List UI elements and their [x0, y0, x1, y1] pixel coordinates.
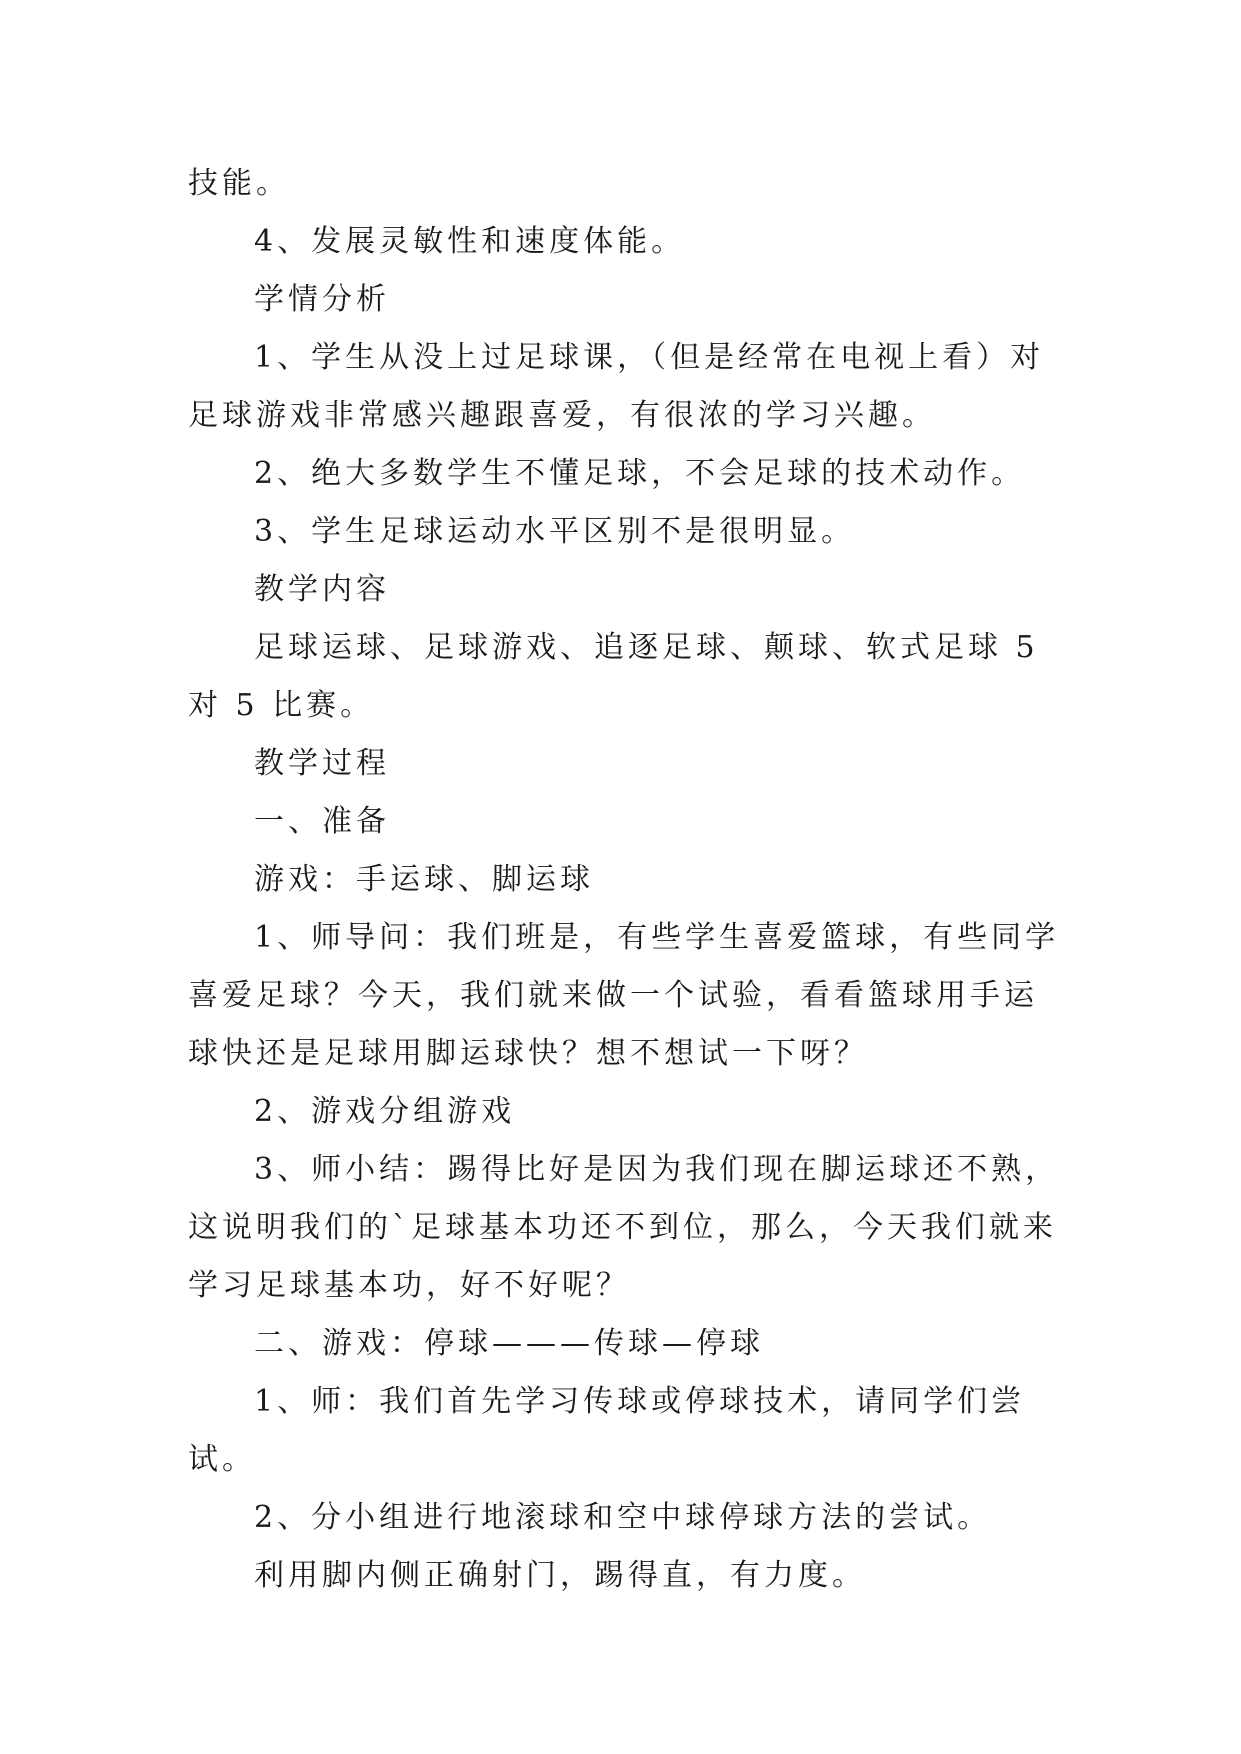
paragraph-game-1: 游戏：手运球、脚运球 — [254, 862, 594, 897]
heading-section-2: 二、游戏：停球———传球—停球 — [254, 1326, 764, 1361]
paragraph-shooting: 利用脚内侧正确射门，踢得直，有力度。 — [254, 1558, 866, 1593]
paragraph-analysis-2: 2、绝大多数学生不懂足球，不会足球的技术动作。 — [254, 456, 1026, 491]
paragraph-analysis-3: 3、学生足球运动水平区别不是很明显。 — [254, 514, 856, 549]
paragraph-step-2: 2、游戏分组游戏 — [254, 1094, 516, 1129]
paragraph-section2-step-2: 2、分小组进行地滚球和空中球停球方法的尝试。 — [254, 1500, 992, 1535]
paragraph-section2-step-1: 1、师：我们首先学习传球或停球技术，请同学们尝试。 — [188, 1384, 1026, 1477]
paragraph-analysis-1: 1、学生从没上过足球课，（但是经常在电视上看）对足球游戏非常感兴趣跟喜爱，有很浓的学习兴趣。 — [188, 340, 1045, 433]
heading-teaching-content: 教学内容 — [254, 572, 390, 607]
document-body — [188, 155, 1068, 1605]
heading-section-1: 一、准备 — [254, 804, 390, 839]
paragraph-step-3: 3、师小结：踢得比好是因为我们现在脚运球还不熟，这说明我们的`足球基本功还不到位，那么，今天我们就来学习足球基本功，好不好呢？ — [188, 1152, 1060, 1303]
paragraph-skills-end: 技能。 — [188, 166, 290, 201]
paragraph-step-1: 1、师导问：我们班是，有些学生喜爱篮球，有些同学喜爱足球？今天，我们就来做一个试验，看看篮球用手运球快还是足球用脚运球快？想不想试一下呀？ — [188, 920, 1060, 1071]
paragraph-teaching-content: 足球运球、足球游戏、追逐足球、颠球、软式足球 5 对 5 比赛。 — [188, 630, 1039, 723]
heading-student-analysis: 学情分析 — [254, 282, 390, 317]
heading-teaching-process: 教学过程 — [254, 746, 390, 781]
paragraph-goal-4: 4、发展灵敏性和速度体能。 — [254, 224, 686, 259]
